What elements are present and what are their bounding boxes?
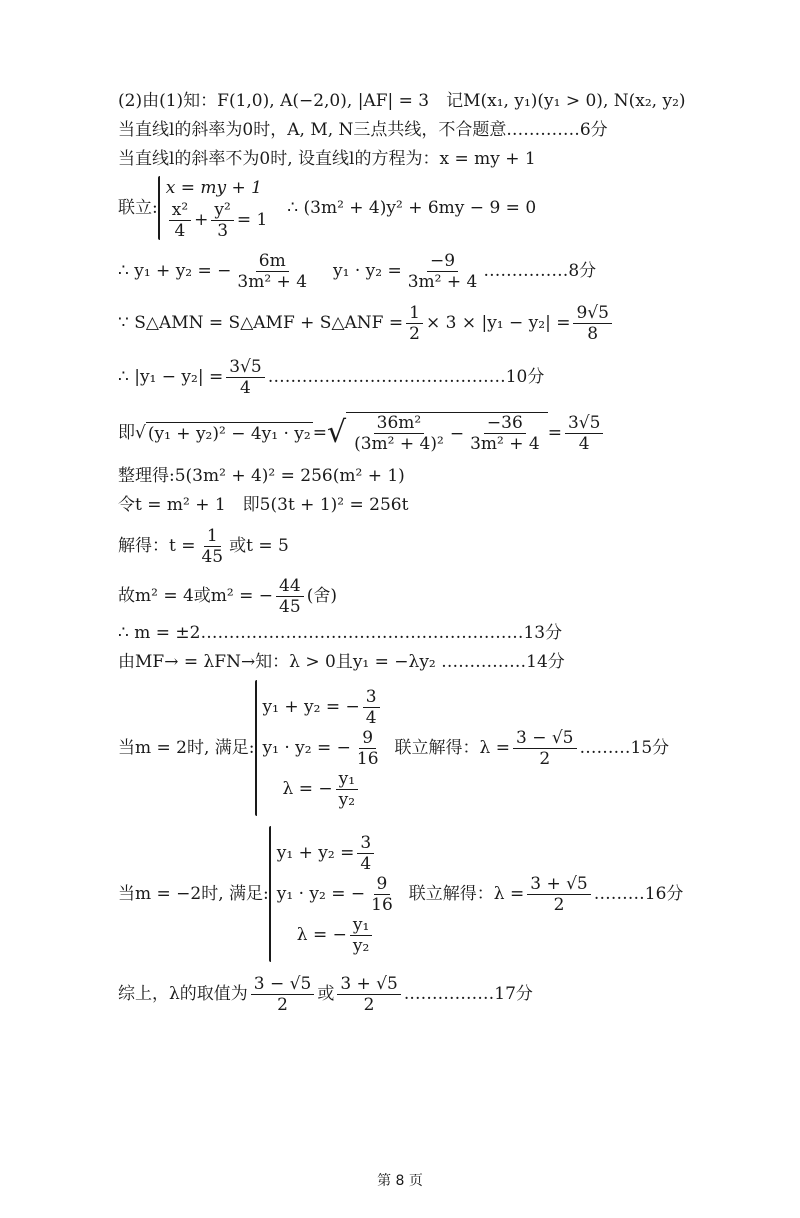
frac-den: 16 — [371, 894, 393, 915]
frac-den: 3m² + 4 — [470, 434, 540, 454]
eq-left: λ = − — [296, 925, 347, 945]
fraction — [354, 728, 382, 769]
frac-den: 4 — [365, 707, 377, 728]
conclusion-text: 综上，λ的取值为 — [118, 984, 248, 1004]
case-1-system — [263, 687, 385, 810]
case-2-prefix: 当m = −2时, 满足: — [118, 884, 269, 904]
area-text: ∵ S△AMN = S△AMF + S△ANF = — [118, 313, 404, 333]
case-2-row — [277, 833, 399, 874]
frac-num: y₁ — [350, 915, 372, 936]
case-2-row — [277, 874, 399, 915]
fraction — [565, 413, 603, 454]
area-mid: × 3 × |y₁ − y₂| = — [425, 313, 571, 333]
m-squared-text: 故m² = 4或m² = − — [118, 586, 274, 606]
case-m-neg2 — [118, 826, 683, 962]
frac-den: 4 — [174, 220, 186, 241]
line-vieta — [118, 250, 596, 292]
eq-left: y₁ + y₂ = — [276, 843, 355, 863]
frac-num: 3 + √5 — [337, 974, 401, 995]
solve-t-or: 或t = 5 — [229, 536, 289, 556]
frac-num: 3 + √5 — [527, 874, 591, 895]
frac-num: 6m — [256, 251, 289, 272]
line-given — [118, 90, 686, 112]
frac-num: 9 — [374, 874, 391, 895]
frac-num: 1 — [204, 526, 221, 547]
system-eq1: x = my + 1 — [165, 177, 262, 198]
case-1-row — [263, 687, 385, 728]
case-2-system — [277, 833, 399, 956]
frac-num: 36m² — [374, 413, 425, 434]
or-word: 或 — [317, 984, 335, 1004]
frac-num: −9 — [427, 251, 458, 272]
frac-num: 3 − √5 — [251, 974, 315, 995]
frac-den: y₂ — [352, 935, 370, 956]
case-1-solution: 联立解得：λ = — [394, 738, 510, 758]
eq-left: y₁ + y₂ = − — [262, 697, 360, 717]
line-m-value — [118, 622, 562, 644]
frac-num: x² — [169, 200, 191, 221]
frac-num: y² — [211, 200, 233, 221]
fraction — [276, 576, 304, 617]
frac-den: 3 — [217, 220, 229, 241]
system-row-2 — [166, 200, 268, 241]
frac-num: y₁ — [336, 769, 358, 790]
line-vector — [118, 651, 565, 673]
line-substitute — [118, 494, 408, 516]
frac-den: 8 — [587, 323, 599, 344]
solve-t-text: 解得：t = — [118, 536, 196, 556]
score-16: ………16分 — [593, 884, 684, 904]
case-1-prefix: 当m = 2时, 满足: — [118, 738, 255, 758]
m-value-text: ∴ m = ±2…………………………………………………13分 — [118, 623, 563, 643]
score-17: .……………17分 — [403, 984, 533, 1004]
sqrt-icon: √ — [326, 415, 347, 450]
case-2-row — [277, 915, 399, 956]
system-result: ∴ (3m² + 4)y² + 6my − 9 = 0 — [287, 198, 537, 218]
frac-num: 3 — [357, 833, 374, 854]
eq-left: y₁ · y₂ = − — [262, 738, 351, 758]
fraction — [351, 413, 447, 454]
page-number: 第 8 页 — [377, 1173, 423, 1189]
product-label: y₁ · y₂ = — [333, 261, 402, 281]
line-slope-nonzero — [118, 148, 536, 170]
frac-den: 2 — [539, 748, 551, 769]
case-1-row — [263, 728, 385, 769]
sqrt-radicand — [146, 422, 313, 445]
slope-zero-text: 当直线l的斜率为0时，A, M, N三点共线，不合题意.…………6分 — [118, 120, 608, 140]
score-10: ……………………………………10分 — [267, 367, 545, 387]
discard-note: (舍) — [306, 586, 337, 606]
frac-num: 9√5 — [573, 303, 611, 324]
fraction — [573, 303, 611, 344]
frac-num: 3√5 — [226, 357, 264, 378]
fraction — [336, 769, 358, 810]
frac-den: (3m² + 4)² — [354, 434, 444, 454]
fraction — [527, 874, 591, 915]
fraction — [467, 413, 543, 454]
frac-den: 16 — [356, 748, 379, 769]
sqrt-icon: √ — [135, 423, 146, 443]
frac-den: 45 — [279, 596, 301, 617]
frac-den: 3m² + 4 — [407, 271, 478, 292]
frac-num: 9 — [359, 728, 376, 749]
diff-text: ∴ |y₁ − y₂| = — [118, 367, 224, 387]
radicand-1: (y₁ + y₂)² − 4y₁ · y₂ — [147, 423, 311, 444]
left-brace-icon — [158, 176, 160, 240]
slope-nonzero-text: 当直线l的斜率不为0时, 设直线l的方程为：x = my + 1 — [118, 149, 536, 169]
fraction — [198, 526, 226, 567]
left-brace-icon — [255, 680, 257, 816]
fraction — [368, 874, 396, 915]
line-m-squared — [118, 574, 337, 618]
system-prefix: 联立: — [118, 198, 158, 218]
score-8: ……………8分 — [483, 261, 597, 281]
equals: = — [312, 423, 327, 443]
line-area — [118, 302, 615, 344]
fraction — [251, 974, 315, 1015]
fraction — [211, 200, 233, 241]
fraction — [513, 728, 577, 769]
line-simplify — [118, 465, 405, 487]
equals-one: = 1 — [236, 210, 268, 230]
fraction — [405, 251, 481, 292]
frac-den: 4 — [240, 377, 251, 398]
eq-left: y₁ · y₂ = − — [276, 884, 366, 904]
system-equations — [166, 176, 268, 241]
case-m-2 — [118, 680, 669, 816]
frac-den: 3m² + 4 — [237, 271, 308, 292]
frac-num: −36 — [484, 413, 526, 434]
sqrt-radicand-2 — [346, 412, 548, 454]
frac-num: 3 − √5 — [513, 728, 577, 749]
frac-num: 44 — [276, 576, 304, 597]
frac-den: 45 — [201, 546, 224, 567]
fraction — [350, 915, 372, 956]
frac-den: 4 — [578, 433, 590, 454]
frac-den: 4 — [360, 853, 372, 874]
frac-den: 2 — [277, 994, 288, 1015]
fraction — [337, 974, 401, 1015]
sum-label: ∴ y₁ + y₂ = − — [118, 261, 232, 281]
score-15: ………15分 — [579, 738, 670, 758]
fraction — [406, 303, 423, 344]
left-brace-icon — [269, 826, 271, 962]
line-conclusion — [118, 972, 533, 1016]
line-system — [118, 176, 536, 240]
line-slope-zero — [118, 119, 608, 141]
system-row-1 — [166, 176, 268, 200]
plus-sign: + — [194, 210, 209, 230]
frac-num: 3 — [363, 687, 380, 708]
case-2-solution: 联立解得：λ = — [408, 884, 525, 904]
frac-num: 1 — [406, 303, 423, 324]
simplify-text: 整理得:5(3m² + 4)² = 256(m² + 1) — [118, 466, 405, 486]
fraction — [357, 833, 374, 874]
frac-den: y₂ — [338, 789, 356, 810]
fraction — [234, 251, 310, 292]
given-text: (2)由(1)知：F(1,0), A(−2,0), |AF| = 3 记M(x₁, y₁)(y₁ > 0), N(x₂, y₂) — [118, 91, 686, 111]
equals: = — [547, 423, 562, 443]
line-root — [118, 410, 606, 456]
vector-text: 由MF→ = λFN→知：λ > 0且y₁ = −λy₂ ……………14分 — [118, 652, 565, 672]
fraction — [169, 200, 191, 241]
eq-left: λ = − — [282, 779, 333, 799]
frac-den: 2 — [553, 894, 565, 915]
line-solve-t — [118, 524, 289, 568]
line-diff — [118, 356, 544, 398]
fraction — [363, 687, 380, 728]
frac-num: 3√5 — [565, 413, 603, 434]
frac-den: 2 — [409, 323, 420, 344]
minus-sign: − — [449, 423, 465, 444]
case-1-row — [263, 769, 385, 810]
substitute-text: 令t = m² + 1 即5(3t + 1)² = 256t — [118, 495, 409, 515]
fraction — [226, 357, 264, 398]
root-prefix: 即 — [118, 423, 135, 443]
frac-den: 2 — [363, 994, 375, 1015]
